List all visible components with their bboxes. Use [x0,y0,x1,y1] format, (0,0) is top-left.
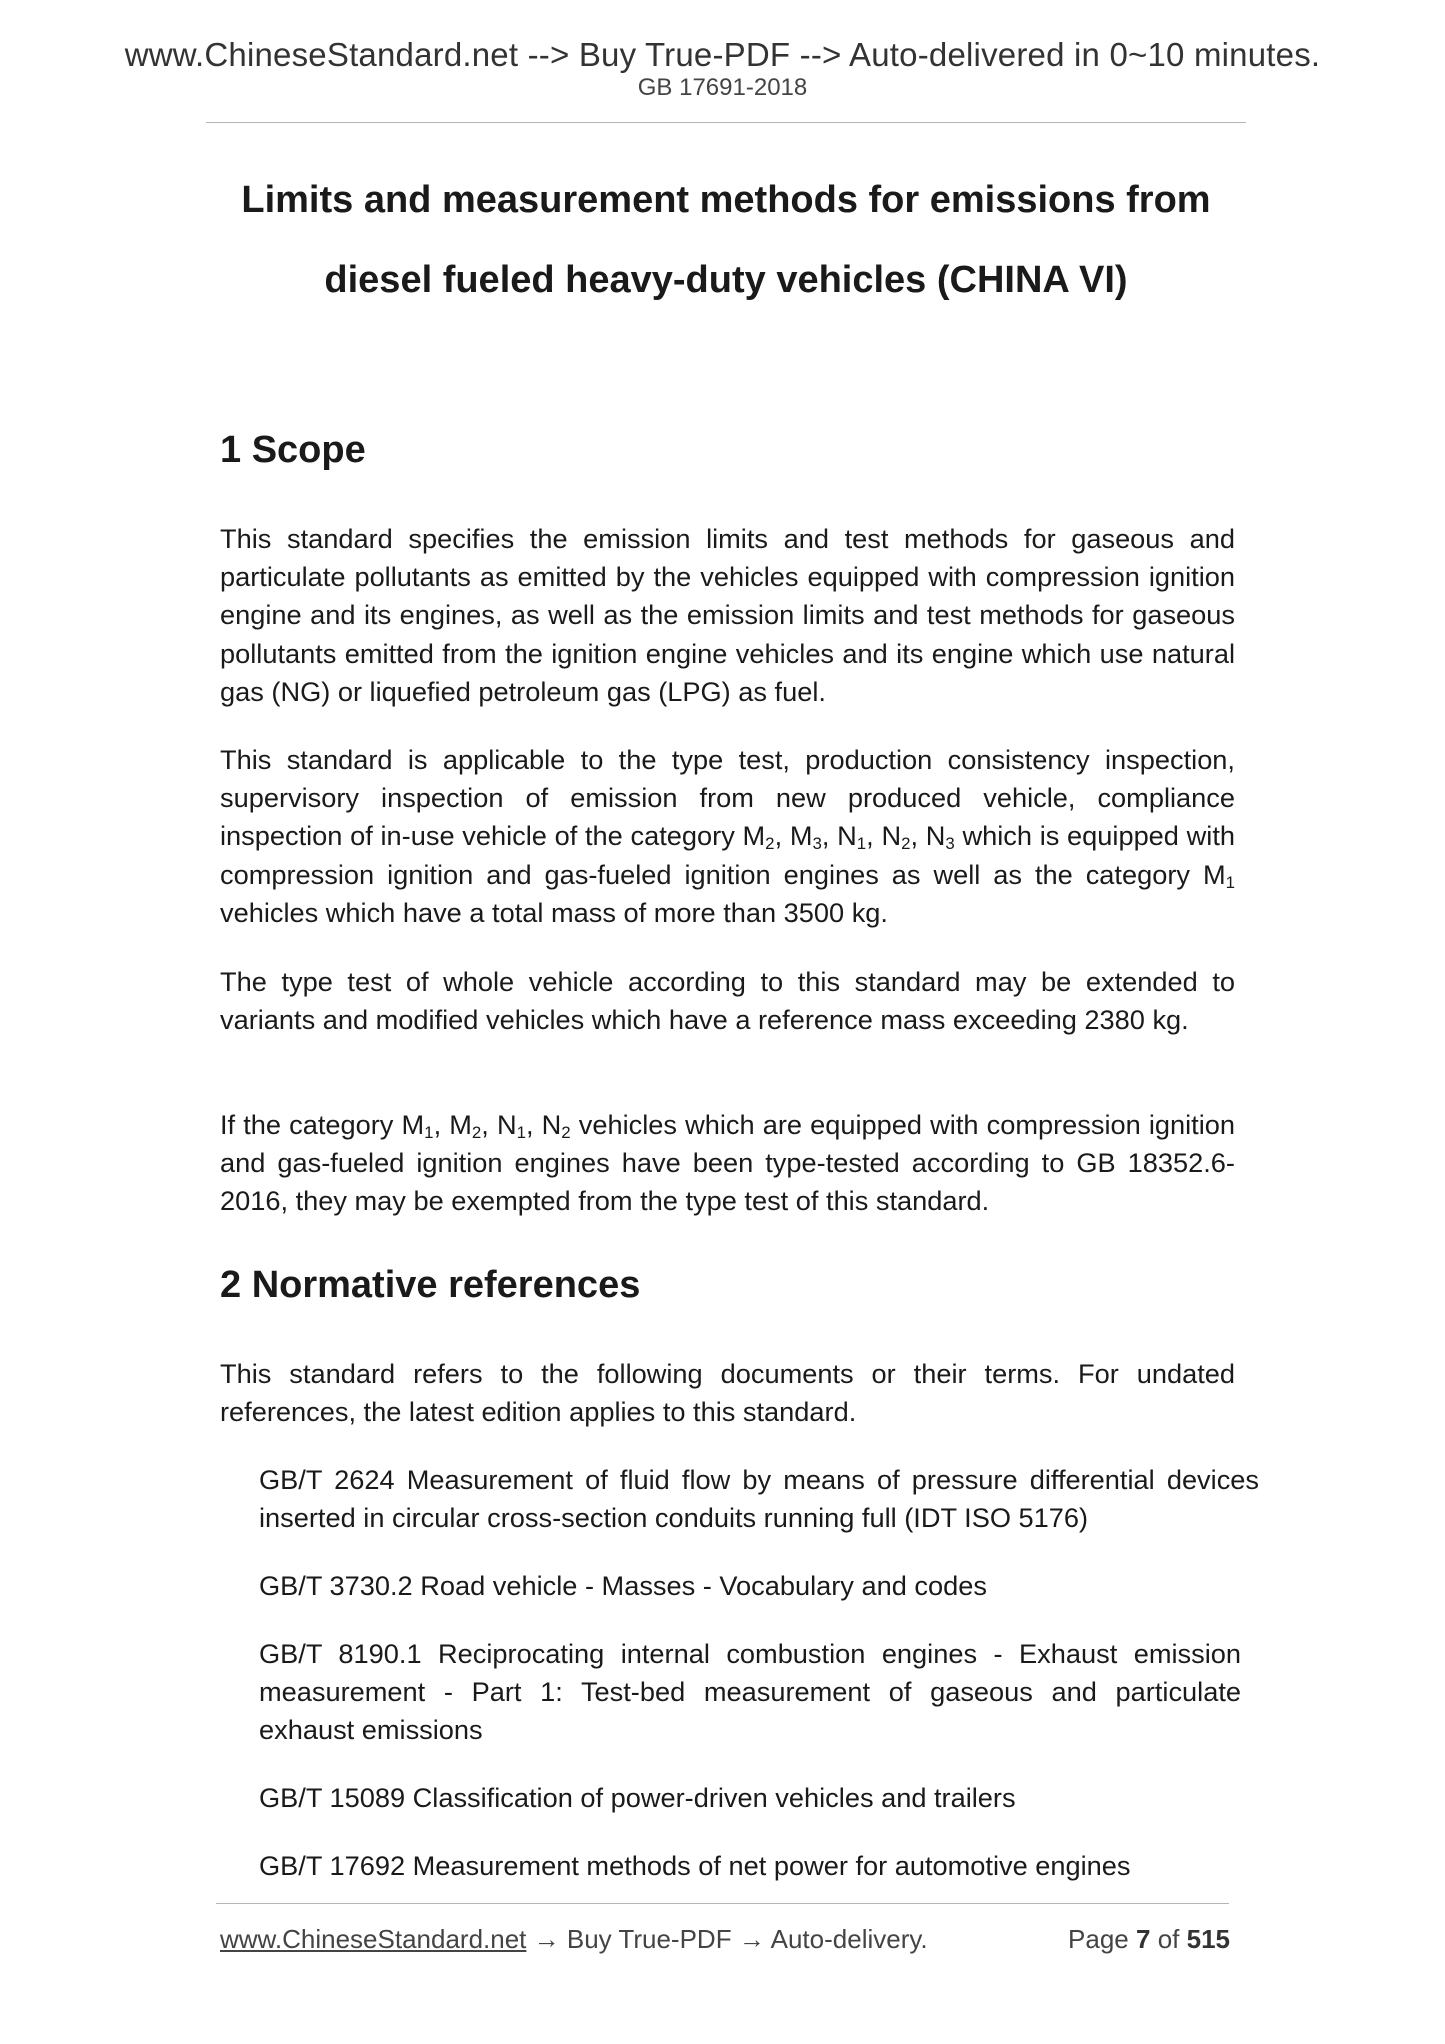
arrow-right-icon: → [738,1924,765,1954]
arrow-right-icon: → [533,1924,560,1954]
footer-divider [216,1903,1229,1904]
reference-item: GB/T 8190.1 Reciprocating internal combustion engines - Exhaust emission measurement - Part 1: Test-bed measurement of gaseous and particulate exhaust emissions [259,1638,1241,1746]
footer-buy-text: Buy True-PDF [566,1924,732,1954]
page-number: Page 7 of 515 [1068,1924,1230,1954]
standard-code: GB 17691-2018 [637,74,808,101]
scope-paragraph-4: If the category $M_1$, $M_2$, $N_1$, $N_2$ vehicles which are equipped with compression ignition and gas-fueled ignition engines have been type-tested according to GB 18352.6-2016, they may be exempted from the type test of this standard. [220,1109,1236,1217]
scope-paragraph-1: This standard specifies the emission limits and test methods for gaseous and particulate pollutants as emitted by the vehicles equipped with compression ignition engine and its engines, as well as the emission limits and test methods for gaseous pollutants emitted from the ignition engine vehicles and its engine which use natural gas (NG) or liquefied petroleum gas (LPG) as fuel. [220,523,1235,707]
reference-item: GB/T 3730.2 Road vehicle - Masses - Vocabulary and codes [259,1570,987,1601]
references-intro: This standard refers to the following documents or their terms. For undated references, the latest edition applies to this standard. [220,1358,1235,1428]
reference-item: GB/T 17692 Measurement methods of net power for automotive engines [259,1850,1131,1881]
header-divider [206,122,1246,123]
reference-item: GB/T 15089 Classification of power-driven vehicles and trailers [259,1782,1016,1813]
footer-delivery-text: Auto-delivery. [770,1924,928,1954]
section-heading-normative-references: 2 Normative references [220,1264,641,1306]
current-page: 7 [1135,1924,1151,1954]
header-banner: www.ChineseStandard.net --> Buy True-PDF --> Auto-delivered in 0~10 minutes. [124,36,1321,73]
footer-site-link[interactable]: www.ChineseStandard.net [220,1924,527,1954]
scope-paragraph-3: The type test of whole vehicle according to this standard may be extended to variants and modified vehicles which have a reference mass exceeding 2380 kg. [220,966,1235,1036]
document-title [206,160,1246,320]
reference-item: GB/T 2624 Measurement of fluid flow by means of pressure differential devices inserted in circular cross-section conduits running full (IDT ISO 5176) [259,1464,1259,1534]
title-line-1: Limits and measurement methods for emissions from [241,179,1211,221]
total-pages: 515 [1186,1924,1230,1954]
title-line-2: diesel fueled heavy-duty vehicles (CHINA VI) [324,259,1128,301]
section-heading-scope: 1 Scope [220,429,366,471]
scope-paragraph-2: This standard is applicable to the type test, production consistency inspection, supervisory inspection of emission from new produced vehicle, compliance inspection of in-use vehicle of the category $M_2$, $M_3$, $N_1$, $N_2$, $N_3$ which is equipped with compression ignition and gas-fueled ignition engines as well as the category $M_1$ vehicles which have a total mass of more than 3500 kg. [220,744,1235,928]
